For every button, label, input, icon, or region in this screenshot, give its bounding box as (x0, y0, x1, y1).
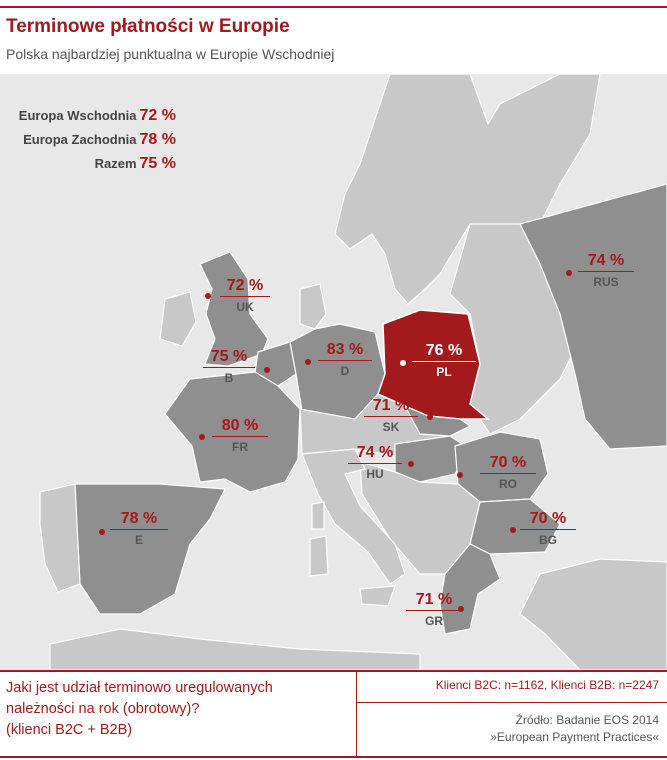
summary-label: Europa Wschodnia (18, 108, 137, 123)
survey-question (6, 678, 346, 741)
value-fr: 80 % (212, 417, 268, 437)
land-spain (70, 484, 225, 614)
summary-row-west (6, 128, 176, 152)
source-line: Źródło: Badanie EOS 2014 (515, 713, 659, 727)
land-ireland (160, 292, 196, 346)
summary-value: 75 % (139, 155, 176, 172)
question-line: należności na rok (obrotowy)? (6, 701, 200, 717)
summary-value: 78 % (139, 131, 176, 148)
source-line: »European Payment Practices« (490, 730, 659, 744)
summary-row-total (6, 152, 176, 176)
label-rus[interactable] (578, 252, 634, 289)
value-uk: 72 % (220, 277, 270, 297)
question-line: (klienci B2C + B2B) (6, 722, 133, 738)
footer-rule-bottom (0, 756, 667, 758)
code-b: B (224, 371, 234, 385)
page-title: Terminowe płatności w Europie (6, 16, 290, 37)
value-sk: 71 % (364, 397, 418, 417)
code-pl: PL (436, 365, 452, 379)
marker-ro (457, 472, 463, 478)
marker-rus (566, 270, 572, 276)
footer-divider-h (356, 702, 667, 703)
summary-row-east (6, 104, 176, 128)
summary-box (6, 104, 176, 176)
value-hu: 74 % (348, 444, 402, 464)
label-pl[interactable] (412, 342, 476, 379)
land-portugal (40, 484, 80, 592)
land-turkey (520, 559, 667, 670)
value-gr: 71 % (406, 591, 462, 611)
footer (0, 670, 667, 760)
marker-pl (400, 360, 406, 366)
marker-e (99, 529, 105, 535)
label-bg[interactable] (520, 510, 576, 547)
summary-label: Europa Zachodnia (23, 132, 137, 147)
header-rule (0, 6, 667, 8)
summary-value: 72 % (139, 107, 176, 124)
code-uk: UK (236, 300, 254, 314)
marker-bg (510, 527, 516, 533)
code-bg: BG (539, 533, 557, 547)
label-fr[interactable] (212, 417, 268, 454)
code-hu: HU (366, 467, 384, 481)
marker-b (264, 367, 270, 373)
source-note (490, 712, 659, 746)
value-d: 83 % (318, 341, 372, 361)
footer-divider (356, 672, 357, 756)
land-denmark (300, 284, 326, 329)
value-ro: 70 % (480, 454, 536, 474)
label-e[interactable] (110, 510, 168, 547)
page-subtitle: Polska najbardziej punktualna w Europie Wschodniej (6, 46, 335, 62)
marker-hu (408, 461, 414, 467)
value-bg: 70 % (520, 510, 576, 530)
code-gr: GR (425, 614, 443, 628)
value-rus: 74 % (578, 252, 634, 272)
marker-fr (199, 434, 205, 440)
footer-rule-top (0, 670, 667, 672)
marker-sk (427, 414, 433, 420)
sample-size: Klienci B2C: n=1162, Klienci B2B: n=2247 (435, 678, 659, 692)
value-e: 78 % (110, 510, 168, 530)
value-b: 75 % (203, 348, 255, 368)
label-ro[interactable] (480, 454, 536, 491)
label-hu[interactable] (348, 444, 402, 481)
label-uk[interactable] (220, 277, 270, 314)
marker-d (305, 359, 311, 365)
label-sk[interactable] (364, 397, 418, 434)
marker-uk (205, 293, 211, 299)
code-e: E (134, 533, 143, 547)
value-pl: 76 % (412, 342, 476, 362)
land-sicily (360, 586, 395, 606)
code-rus: RUS (593, 275, 619, 289)
code-fr: FR (232, 440, 248, 454)
label-b[interactable] (203, 348, 255, 385)
question-line: Jaki jest udział terminowo uregulowanych (6, 680, 273, 696)
code-ro: RO (499, 477, 517, 491)
land-africa (50, 629, 420, 670)
code-sk: SK (382, 420, 400, 434)
label-d[interactable] (318, 341, 372, 378)
land-corsica (312, 502, 324, 529)
code-d: D (340, 364, 350, 378)
label-gr[interactable] (406, 591, 462, 628)
summary-label: Razem (94, 156, 137, 171)
land-sardinia (310, 536, 328, 576)
